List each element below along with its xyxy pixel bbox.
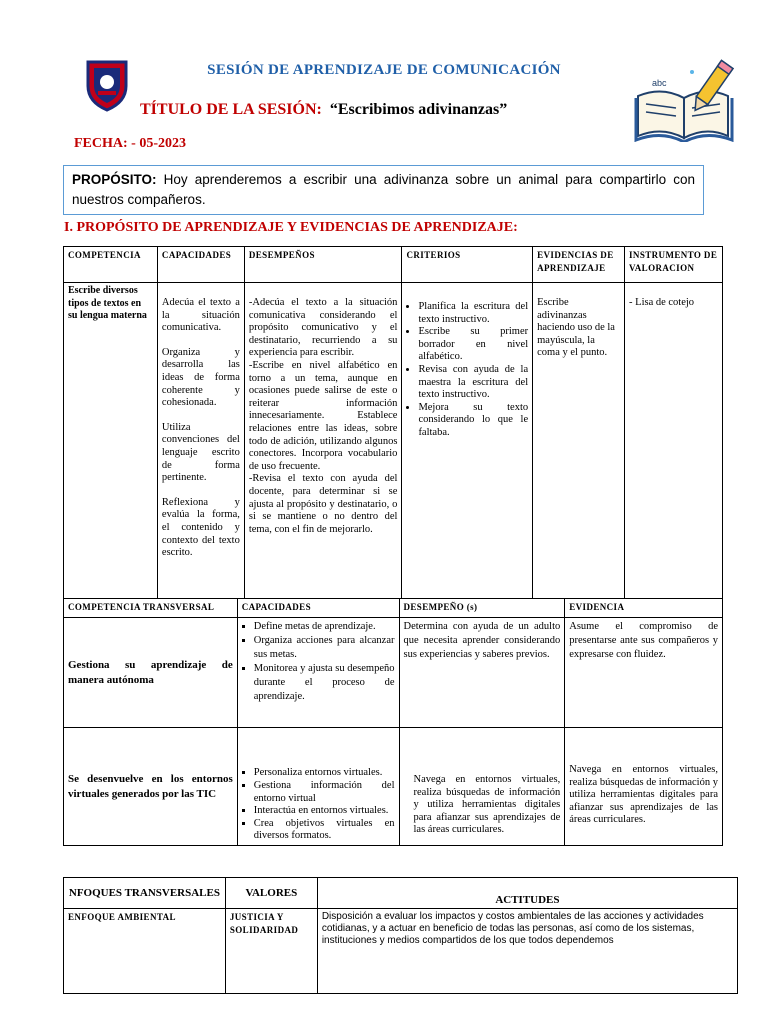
competencia-cell: [64, 728, 238, 846]
capacidad-item: ▪ Interactúa en entornos virtuales.: [254, 805, 395, 818]
competencia-text: Gestiona su aprendizaje de manera autónoma: [68, 658, 233, 686]
criterios-cell: [402, 283, 533, 599]
desempeno-text: Determina con ayuda de un adulto que necesita aprender considerando sus experiencias y saberes previos.: [403, 621, 561, 660]
session-title: “Escribimos adivinanzas”: [329, 101, 508, 118]
session-title-line: [140, 101, 507, 119]
desempeno-text: Navega en entornos virtuales, realiza búsquedas de información y utiliza herramientas digitales para afianzar sus aprendizajes de las áreas curriculares.: [413, 774, 561, 836]
table-header-row: [64, 599, 723, 618]
evidencia-cell: [565, 618, 723, 728]
desempeno-cell: [399, 728, 565, 846]
evidencias-text: Escribe adivinanzas haciendo uso de la mayúscula, la coma y el punto.: [537, 297, 615, 359]
capacidad-item: Utiliza convenciones del lenguaje escrito de forma pertinente.: [161, 421, 240, 484]
evidencias-cell: [533, 283, 625, 599]
desempeno-item: -Adecúa el texto a la situación comunicativa considerando el propósito comunicativo y el destinatario, recurriendo a su experiencia para escribir.: [248, 297, 398, 359]
purpose-box: [63, 165, 704, 215]
col-header-enfoques: NFOQUES TRANSVERSALES: [64, 878, 226, 909]
criterio-item: • Revisa con ayuda de la maestra la escritura del texto instructivo.: [418, 364, 528, 402]
competencia-cell: [64, 618, 238, 728]
criterio-item: • Planifica la escritura del texto instructivo.: [418, 301, 528, 326]
competencia-cell: [64, 283, 158, 599]
col-header-competencia-transversal: COMPETENCIA TRANSVERSAL: [64, 599, 238, 618]
capacidad-item: ▪ Define metas de aprendizaje.: [254, 620, 395, 634]
actitudes-text: Disposición a evaluar los impactos y costos ambientales de las acciones y actividades cotidianas, y a actuar en beneficio de todas las personas, así como de los sistemas, instituciones y medios compartidos de los que todos dependemos: [321, 911, 704, 946]
capacidad-item: Organiza y desarrolla las ideas de forma coherente y cohesionada.: [161, 346, 240, 409]
col-header-capacidades: CAPACIDADES: [237, 599, 399, 618]
col-header-actitudes: ACTITUDES: [317, 878, 737, 909]
learning-purpose-table: [63, 246, 723, 599]
capacidad-item: ▪ Gestiona información del entorno virtual: [254, 780, 395, 805]
col-header-evidencia: EVIDENCIA: [565, 599, 723, 618]
evidencia-cell: [565, 728, 723, 846]
col-header-criterios: CRITERIOS: [402, 247, 533, 283]
desempenos-cell: [244, 283, 402, 599]
section-1-title: I. PROPÓSITO DE APRENDIZAJE Y EVIDENCIAS DE APRENDIZAJE:: [64, 220, 518, 235]
valores-text: JUSTICIA Y SOLIDARIDAD: [229, 912, 299, 935]
enfoques-table: [63, 877, 738, 994]
desempeno-item: -Revisa el texto con ayuda del docente, para determinar si se ajusta al propósito y destinatario, o si se mantiene o no dentro del tema, con el fin de mejorarlo.: [248, 473, 398, 535]
evidencia-text: Asume el compromiso de presentarse ante sus compañeros y expresarse con fluidez.: [569, 621, 718, 660]
table-row: [64, 909, 738, 994]
desempeno-cell: [399, 618, 565, 728]
desempeno-item: -Escribe en nivel alfabético en torno a un tema, aunque en ocasiones puede salirse de este o reiterar información innecesariamente. Establece relaciones entre las ideas, sobre todo de adición, utilizando algunos conectores. Incorpora vocabulario de uso frecuente.: [248, 359, 398, 472]
capacidades-cell: [237, 618, 399, 728]
actitudes-cell: [317, 909, 737, 994]
table-header-row: [64, 247, 723, 283]
criterio-item: • Escribe su primer borrador en nivel alfabético.: [418, 326, 528, 364]
capacidad-item: ▪ Crea objetivos virtuales en diversos formatos.: [254, 818, 395, 843]
capacidades-cell: [157, 283, 244, 599]
document-title: SESIÓN DE APRENDIZAJE DE COMUNICACIÓN: [207, 62, 561, 78]
capacidad-item: Adecúa el texto a la situación comunicativa.: [161, 297, 240, 334]
purpose-text: Hoy aprenderemos a escribir una adivinanza sobre un animal para compartirlo con nuestros compañeros.: [72, 172, 695, 207]
purpose-label: PROPÓSITO:: [72, 172, 157, 187]
book-pencil-icon: [632, 58, 740, 142]
col-header-capacidades: CAPACIDADES: [157, 247, 244, 283]
capacidad-item: ▪ Monitorea y ajusta su desempeño durante el proceso de aprendizaje.: [254, 662, 395, 704]
enfoque-text: ENFOQUE AMBIENTAL: [68, 912, 176, 922]
table-row: [64, 283, 723, 599]
competencia-text: Se desenvuelve en los entornos virtuales generados por las TIC: [68, 772, 233, 800]
capacidad-item: ▪ Organiza acciones para alcanzar sus metas.: [254, 634, 395, 662]
col-header-instrumento: INSTRUMENTO DE VALORACION: [625, 247, 723, 283]
col-header-valores: VALORES: [225, 878, 317, 909]
evidencia-text: Navega en entornos virtuales, realiza búsquedas de información y utiliza herramientas digitales para afianzar sus aprendizajes de las áreas curriculares.: [569, 764, 718, 826]
capacidades-cell: [237, 728, 399, 846]
competencia-text: Escribe diversos tipos de textos en su lengua materna: [68, 285, 147, 322]
table-row: [64, 728, 723, 846]
col-header-desempeno: DESEMPEÑO (s): [399, 599, 565, 618]
capacidad-item: ▪ Personaliza entornos virtuales.: [254, 767, 395, 780]
col-header-evidencias: EVIDENCIAS DE APRENDIZAJE: [533, 247, 625, 283]
transversal-competence-table: [63, 598, 723, 846]
valores-cell: [225, 909, 317, 994]
session-title-label: TÍTULO DE LA SESIÓN:: [140, 101, 322, 118]
instrumento-text: - Lisa de cotejo: [629, 297, 695, 308]
session-date: FECHA: - 05-2023: [74, 136, 186, 151]
table-row: [64, 618, 723, 728]
instrumento-cell: [625, 283, 723, 599]
enfoque-cell: [64, 909, 226, 994]
capacidad-item: Reflexiona y evalúa la forma, el contenido y contexto del texto escrito.: [161, 496, 240, 559]
svg-text:abc: abc: [652, 78, 667, 88]
col-header-competencia: COMPETENCIA: [64, 247, 158, 283]
col-header-desempenos: DESEMPEÑOS: [244, 247, 402, 283]
table-header-row: [64, 878, 738, 909]
criterio-item: • Mejora su texto considerando lo que le faltaba.: [418, 402, 528, 440]
